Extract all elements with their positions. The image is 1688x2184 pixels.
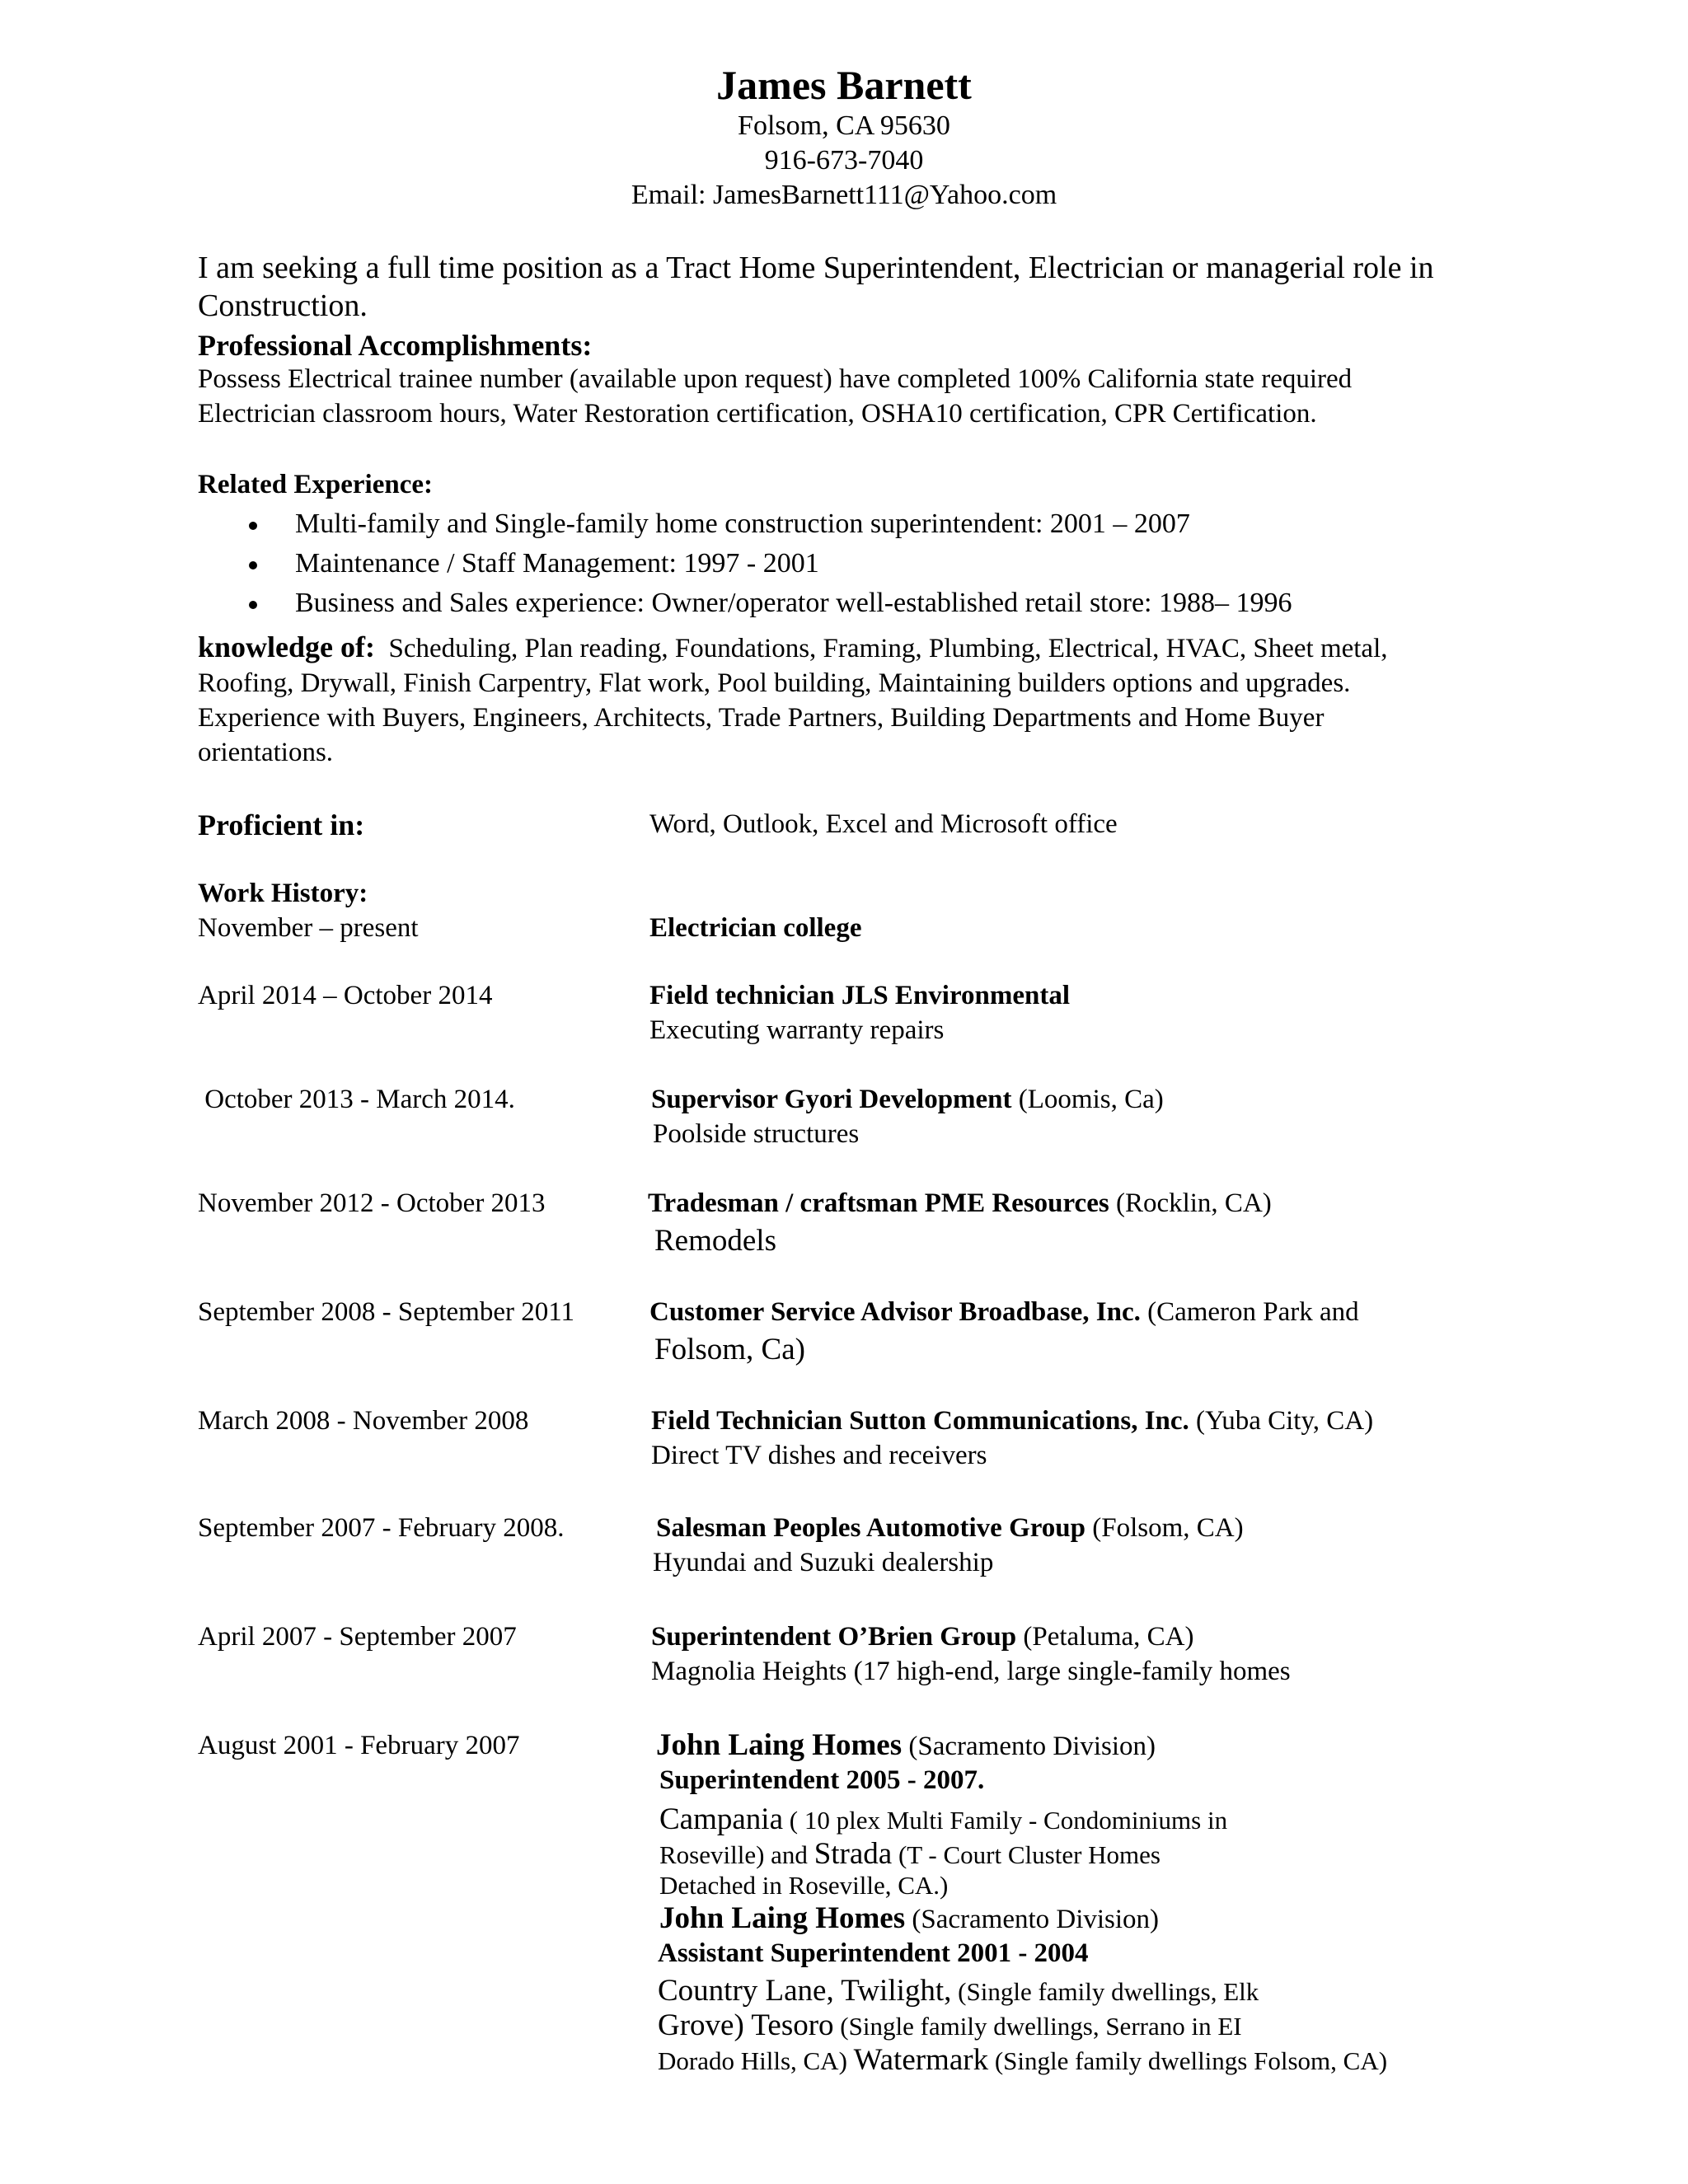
project-line: [658, 1973, 1259, 2008]
job-location: (Sacramento Division): [908, 1732, 1156, 1761]
job-date: November 2012 - October 2013: [198, 1188, 546, 1218]
list-item: [239, 504, 1292, 544]
list-item-text: Multi-family and Single-family home construction superintendent: 2001 – 2007: [295, 509, 1190, 539]
project-name: Watermark: [853, 2043, 989, 2077]
role-title-text: Superintendent 2005 - 2007.: [659, 1765, 985, 1795]
job-title: [649, 913, 861, 944]
job-date: October 2013 - March 2014.: [198, 1085, 515, 1114]
job-title: [649, 1297, 1359, 1328]
role-title: [659, 1765, 984, 1796]
job-date: April 2014 – October 2014: [198, 981, 493, 1010]
role-title: [658, 1938, 1089, 1969]
job-date: April 2007 - September 2007: [198, 1622, 517, 1652]
project-line: [659, 1836, 1160, 1872]
project-detail: Dorado Hills, CA): [658, 2046, 854, 2075]
job-description: Magnolia Heights (17 high-end, large single-family homes: [651, 1657, 1291, 1686]
job-title: [651, 1085, 1164, 1115]
job-location: (Cameron Park and: [1147, 1297, 1359, 1327]
list-item-text: Maintenance / Staff Management: 1997 - 2001: [295, 548, 819, 579]
job-title: [656, 1513, 1244, 1544]
knowledge-section: [198, 630, 1393, 770]
knowledge-text: Scheduling, Plan reading, Foundations, Framing, Plumbing, Electrical, HVAC, Sheet metal, Roofing, Drywall, Finish Carpentry, Flat work, Pool building, Maintaining builders options and upgrades. Experience with Buyers, Engineers, Architects, Trade Partners, Building Departments and Home Buyer orientations.: [198, 634, 1388, 767]
job-location: (Yuba City, CA): [1196, 1406, 1374, 1436]
job-title: [651, 1622, 1194, 1652]
job-date: March 2008 - November 2008: [198, 1406, 529, 1436]
project-detail: ( 10 plex Multi Family - Condominiums in: [783, 1806, 1228, 1835]
job-title-text: Superintendent O’Brien Group: [651, 1622, 1017, 1652]
project-detail: (Single family dwellings, Serrano in EI: [833, 2012, 1242, 2041]
job-description: Hyundai and Suzuki dealership: [653, 1548, 994, 1577]
project-name: Strada: [814, 1837, 893, 1871]
project-name: Tesoro: [751, 2008, 834, 2042]
accomplishments-line: Electrician classroom hours, Water Restoration certification, OSHA10 certification, CPR Certification.: [198, 399, 1317, 429]
job-location: (Rocklin, CA): [1115, 1188, 1272, 1218]
list-item: [239, 583, 1292, 623]
list-item-text: Business and Sales experience: Owner/operator well-established retail store: 1988– 1996: [295, 588, 1292, 618]
bullet-icon: [249, 601, 257, 609]
email-address: Email: JamesBarnett111@Yahoo.com: [631, 180, 1057, 210]
project-detail: Roseville) and: [659, 1840, 814, 1869]
project-detail: Grove): [658, 2008, 752, 2042]
knowledge-label: knowledge of:: [198, 630, 375, 663]
job-title: [659, 1900, 1159, 1936]
job-date: September 2008 - September 2011: [198, 1297, 575, 1327]
job-location: (Petaluma, CA): [1023, 1622, 1194, 1652]
job-title-text: Customer Service Advisor Broadbase, Inc.: [649, 1297, 1141, 1327]
job-title-text: Tradesman / craftsman PME Resources: [648, 1188, 1109, 1218]
project-name: Campania: [659, 1802, 784, 1836]
objective-statement: I am seeking a full time position as a Tract Home Superintendent, Electrician or managerial role in Construction.: [198, 251, 1434, 323]
project-detail: (T - Court Cluster Homes: [892, 1840, 1160, 1869]
job-title-text: Electrician college: [649, 913, 862, 943]
related-experience-heading: Related Experience:: [198, 470, 433, 499]
project-line: [659, 1802, 1227, 1837]
job-location: (Folsom, CA): [1092, 1513, 1244, 1543]
job-title: [656, 1727, 1156, 1763]
project-line: [658, 2042, 1387, 2078]
project-name: Country Lane, Twilight,: [658, 1974, 952, 2008]
list-item: [239, 544, 1292, 583]
proficient-label: Proficient in:: [198, 808, 365, 841]
location: Folsom, CA 95630: [738, 110, 950, 141]
project-line: [658, 2008, 1242, 2043]
job-date: August 2001 - February 2007: [198, 1731, 520, 1760]
job-description: Folsom, Ca): [654, 1333, 805, 1366]
job-title: [648, 1188, 1272, 1219]
project-detail: (Single family dwellings, Elk: [951, 1977, 1259, 2006]
job-title-text: Supervisor Gyori Development: [651, 1085, 1012, 1114]
project-line: Detached in Roseville, CA.): [659, 1871, 949, 1900]
job-date: September 2007 - February 2008.: [198, 1513, 565, 1543]
job-title-text: John Laing Homes: [656, 1728, 903, 1762]
accomplishments-heading: Professional Accomplishments:: [198, 329, 593, 362]
accomplishments-line: Possess Electrical trainee number (available upon request) have completed 100% California state required: [198, 364, 1353, 394]
job-date: November – present: [198, 913, 419, 943]
job-description: Direct TV dishes and receivers: [651, 1441, 987, 1470]
bullet-icon: [249, 561, 257, 569]
work-history-heading: Work History:: [198, 879, 368, 908]
role-title-text: Assistant Superintendent 2001 - 2004: [658, 1938, 1089, 1968]
job-title-text: John Laing Homes: [659, 1901, 906, 1935]
bullet-icon: [249, 522, 257, 530]
job-title-text: Salesman Peoples Automotive Group: [656, 1513, 1085, 1543]
phone-number: 916-673-7040: [764, 145, 924, 176]
job-title: [649, 981, 1070, 1011]
job-description: Remodels: [654, 1224, 776, 1258]
job-title-text: Field technician JLS Environmental: [649, 981, 1071, 1010]
related-experience-list: [239, 504, 1292, 623]
project-detail: (Single family dwellings Folsom, CA): [988, 2046, 1388, 2075]
applicant-name: James Barnett: [716, 62, 972, 108]
job-description: Executing warranty repairs: [649, 1015, 945, 1045]
proficient-value: Word, Outlook, Excel and Microsoft office: [649, 809, 1118, 839]
job-description: Poolside structures: [653, 1119, 860, 1149]
job-location: (Loomis, Ca): [1018, 1085, 1164, 1114]
job-title: [651, 1406, 1373, 1436]
job-title-text: Field Technician Sutton Communications, Inc.: [651, 1406, 1189, 1436]
job-location: (Sacramento Division): [912, 1905, 1160, 1934]
